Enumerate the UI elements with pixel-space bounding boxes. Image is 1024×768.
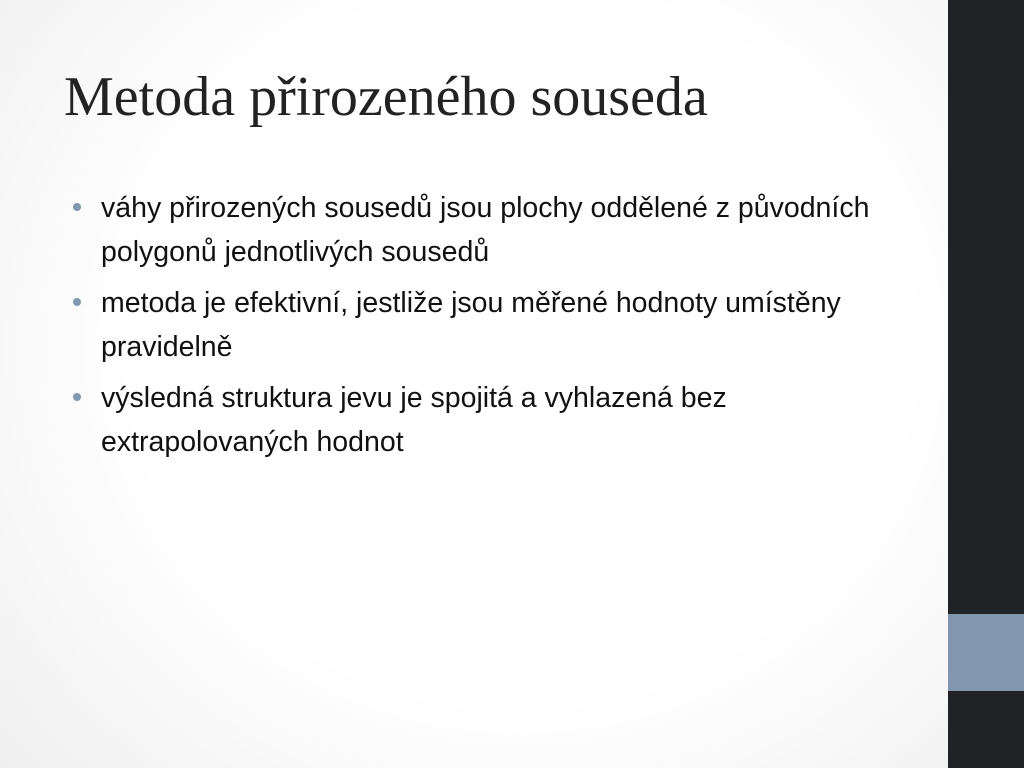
accent-block: [948, 614, 1024, 691]
bullet-text: metoda je efektivní, jestliže jsou měřené hodnoty umístěny pravidelně: [101, 287, 841, 363]
bullet-list: [72, 186, 872, 471]
bullet-text: váhy přirozených sousedů jsou plochy oddělené z původních polygonů jednotlivých sousedů: [101, 192, 870, 268]
bullet-item: [72, 186, 872, 274]
bullet-icon: [73, 203, 81, 211]
bullet-icon: [73, 298, 81, 306]
bullet-text: výsledná struktura jevu je spojitá a vyhlazená bez extrapolovaných hodnot: [101, 382, 727, 458]
slide-title: Metoda přirozeného souseda: [64, 66, 708, 128]
bullet-item: [72, 281, 872, 369]
bullet-item: [72, 376, 872, 464]
bullet-icon: [73, 393, 81, 401]
